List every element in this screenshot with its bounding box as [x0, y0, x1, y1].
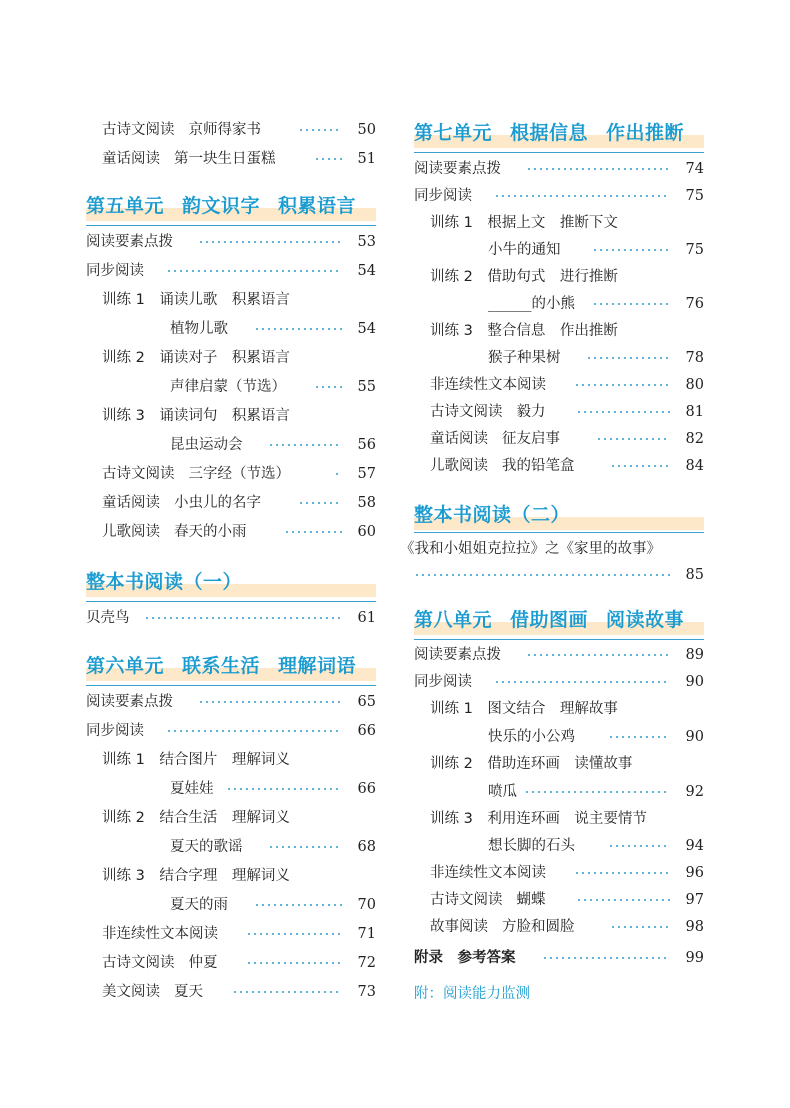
page-number: 82: [685, 431, 704, 447]
toc-row[interactable]: 儿歌阅读 春天的小雨 60: [86, 520, 376, 544]
toc-row[interactable]: 阅读要素点拨 74: [414, 157, 704, 181]
leader-dots: [576, 899, 670, 901]
toc-row[interactable]: 植物儿歌 54: [86, 317, 376, 341]
leader-dots: [596, 438, 670, 440]
page-number: 94: [685, 838, 704, 854]
toc-row[interactable]: 夏娃娃 66: [86, 777, 376, 801]
leader-dots: [198, 701, 342, 703]
leader-dots: [526, 654, 670, 656]
unit-5-heading: 第五单元 韵文识字 积累语言: [86, 191, 376, 221]
page-number: 66: [357, 781, 376, 797]
leader-dots: [254, 328, 342, 330]
page-number: 50: [357, 122, 376, 138]
toc-row[interactable]: 声律启蒙（节选） 55: [86, 375, 376, 399]
toc-row[interactable]: 训练 1 结合图片 理解词义: [102, 752, 290, 768]
page-number: 92: [685, 784, 704, 800]
toc-row[interactable]: ______的小熊 76: [414, 292, 704, 316]
leader-dots: [608, 845, 670, 847]
toc-row[interactable]: 训练 3 整合信息 作出推断: [430, 323, 618, 339]
toc-row[interactable]: 夏天的雨 70: [86, 893, 376, 917]
leader-dots: [226, 788, 342, 790]
toc-row-appendix-answers[interactable]: 附录 参考答案 99: [414, 946, 704, 970]
toc-row[interactable]: 训练 1 图文结合 理解故事: [430, 701, 618, 717]
leader-dots: [198, 241, 342, 243]
page-number: 71: [357, 926, 376, 942]
section-rule: [414, 639, 704, 640]
page-number: 80: [685, 377, 704, 393]
page-number: 84: [685, 458, 704, 474]
leader-dots: [574, 872, 670, 874]
page-number: 57: [357, 466, 376, 482]
toc-row[interactable]: 阅读要素点拨 89: [414, 643, 704, 667]
page-number: 90: [685, 729, 704, 745]
page-number: 70: [357, 897, 376, 913]
page-number: 61: [357, 610, 376, 626]
page-number: 58: [357, 495, 376, 511]
toc-row[interactable]: 训练 1 根据上文 推断下文: [430, 215, 618, 231]
toc-row[interactable]: 训练 2 借助连环画 读懂故事: [430, 756, 633, 772]
page-number: 65: [357, 694, 376, 710]
leader-dots: [314, 386, 342, 388]
page-number: 81: [685, 404, 704, 420]
page-number: 56: [357, 437, 376, 453]
toc-row[interactable]: 古诗文阅读 三字经（节选） 57: [86, 462, 376, 486]
page-number: 72: [357, 955, 376, 971]
toc-row[interactable]: 童话阅读 第一块生日蛋糕 51: [86, 147, 376, 171]
page-number: 55: [357, 379, 376, 395]
leader-dots: [254, 904, 342, 906]
leader-dots: [232, 991, 342, 993]
toc-row[interactable]: 训练 3 诵读词句 积累语言: [102, 408, 290, 424]
leader-dots: [610, 465, 670, 467]
toc-row[interactable]: 古诗文阅读 蝴蝶 97: [414, 888, 704, 912]
toc-row[interactable]: 训练 3 利用连环画 说主要情节: [430, 811, 647, 827]
page-number: 54: [357, 263, 376, 279]
leader-dots: [314, 158, 342, 160]
leader-dots: [494, 681, 670, 683]
toc-row[interactable]: 非连续性文本阅读 96: [414, 861, 704, 885]
leader-dots: [592, 249, 670, 251]
toc-row[interactable]: 小牛的通知 75: [414, 238, 704, 262]
unit-7-heading: 第七单元 根据信息 作出推断: [414, 118, 704, 148]
toc-row[interactable]: 非连续性文本阅读 80: [414, 373, 704, 397]
toc-row[interactable]: 古诗文阅读 仲夏 72: [86, 951, 376, 975]
book-reading-2-heading: 整本书阅读（二）: [414, 500, 704, 530]
page-number: 75: [685, 188, 704, 204]
toc-row[interactable]: 美文阅读 夏天 73: [86, 980, 376, 1004]
unit-6-heading: 第六单元 联系生活 理解词语: [86, 651, 376, 681]
page-number: 98: [685, 919, 704, 935]
page-number: 54: [357, 321, 376, 337]
section-rule: [86, 225, 376, 226]
leader-dots: [246, 933, 342, 935]
leader-dots: [144, 617, 342, 619]
leader-dots: [608, 736, 670, 738]
toc-row[interactable]: 童话阅读 小虫儿的名字 58: [86, 491, 376, 515]
toc-row[interactable]: 非连续性文本阅读 71: [86, 922, 376, 946]
toc-row[interactable]: 想长脚的石头 94: [414, 834, 704, 858]
page-number: 78: [685, 350, 704, 366]
toc-row[interactable]: 喷瓜 92: [414, 780, 704, 804]
page-number: 97: [685, 892, 704, 908]
toc-row[interactable]: 昆虫运动会 56: [86, 433, 376, 457]
toc-row[interactable]: 贝壳鸟 61: [86, 606, 376, 630]
page-number: 51: [357, 151, 376, 167]
leader-dots: [166, 270, 342, 272]
page-number: 60: [357, 524, 376, 540]
appendix-test-link[interactable]: 附：阅读能力监测: [414, 986, 530, 1002]
toc-row[interactable]: 古诗文阅读 京师得家书 50: [86, 118, 376, 142]
page-number: 89: [685, 647, 704, 663]
toc-row[interactable]: 训练 2 借助句式 进行推断: [430, 269, 618, 285]
toc-row[interactable]: 故事阅读 方脸和圆脸 98: [414, 915, 704, 939]
section-rule: [86, 601, 376, 602]
toc-row[interactable]: 夏天的歌谣 68: [86, 835, 376, 859]
toc-row[interactable]: 古诗文阅读 毅力 81: [414, 400, 704, 424]
leader-dots: [526, 168, 670, 170]
page-number: 96: [685, 865, 704, 881]
leader-dots: [334, 473, 342, 475]
toc-row[interactable]: 训练 2 结合生活 理解词义: [102, 810, 290, 826]
leader-dots: [298, 502, 342, 504]
toc-row[interactable]: 儿歌阅读 我的铅笔盒 84: [414, 454, 704, 478]
toc-row[interactable]: 快乐的小公鸡 90: [414, 725, 704, 749]
toc-row[interactable]: 同步阅读 54: [86, 259, 376, 283]
toc-row[interactable]: 同步阅读 66: [86, 719, 376, 743]
leader-dots: [494, 195, 670, 197]
leader-dots: [298, 129, 342, 131]
leader-dots: [592, 303, 670, 305]
page-number: 74: [685, 161, 704, 177]
section-rule: [86, 685, 376, 686]
section-rule: [414, 152, 704, 153]
page-number: 66: [357, 723, 376, 739]
page-number: 68: [357, 839, 376, 855]
page-number: 75: [685, 242, 704, 258]
page-number: 99: [685, 950, 704, 966]
page-number: 53: [357, 234, 376, 250]
leader-dots: [268, 444, 342, 446]
leader-dots: [166, 730, 342, 732]
section-rule: [414, 532, 704, 533]
book-reading-1-heading: 整本书阅读（一）: [86, 567, 376, 597]
page-number: 85: [685, 567, 704, 583]
page-number: 73: [357, 984, 376, 1000]
toc-row[interactable]: 同步阅读 90: [414, 670, 704, 694]
toc-row[interactable]: 《我和小姐姐克拉拉》之《家里的故事》: [400, 541, 661, 557]
leader-dots: [268, 846, 342, 848]
page-number: 76: [685, 296, 704, 312]
leader-dots: [576, 411, 670, 413]
page-number: 90: [685, 674, 704, 690]
leader-dots: [610, 926, 670, 928]
toc-row[interactable]: 同步阅读 75: [414, 184, 704, 208]
leader-dots: [246, 962, 342, 964]
toc-row[interactable]: 阅读要素点拨 65: [86, 690, 376, 714]
toc-row[interactable]: 阅读要素点拨 53: [86, 230, 376, 254]
leader-dots: [284, 531, 342, 533]
unit-8-heading: 第八单元 借助图画 阅读故事: [414, 605, 704, 635]
toc-row[interactable]: 童话阅读 征友启事 82: [414, 427, 704, 451]
leader-dots: [414, 574, 670, 576]
toc-row[interactable]: 训练 3 结合字理 理解词义: [102, 868, 290, 884]
toc-row[interactable]: 训练 1 诵读儿歌 积累语言: [102, 292, 290, 308]
leader-dots: [574, 384, 670, 386]
toc-row[interactable]: [414, 563, 704, 587]
leader-dots: [542, 957, 670, 959]
leader-dots: [586, 357, 670, 359]
leader-dots: [524, 791, 670, 793]
toc-row[interactable]: 猴子种果树 78: [414, 346, 704, 370]
toc-row[interactable]: 训练 2 诵读对子 积累语言: [102, 350, 290, 366]
